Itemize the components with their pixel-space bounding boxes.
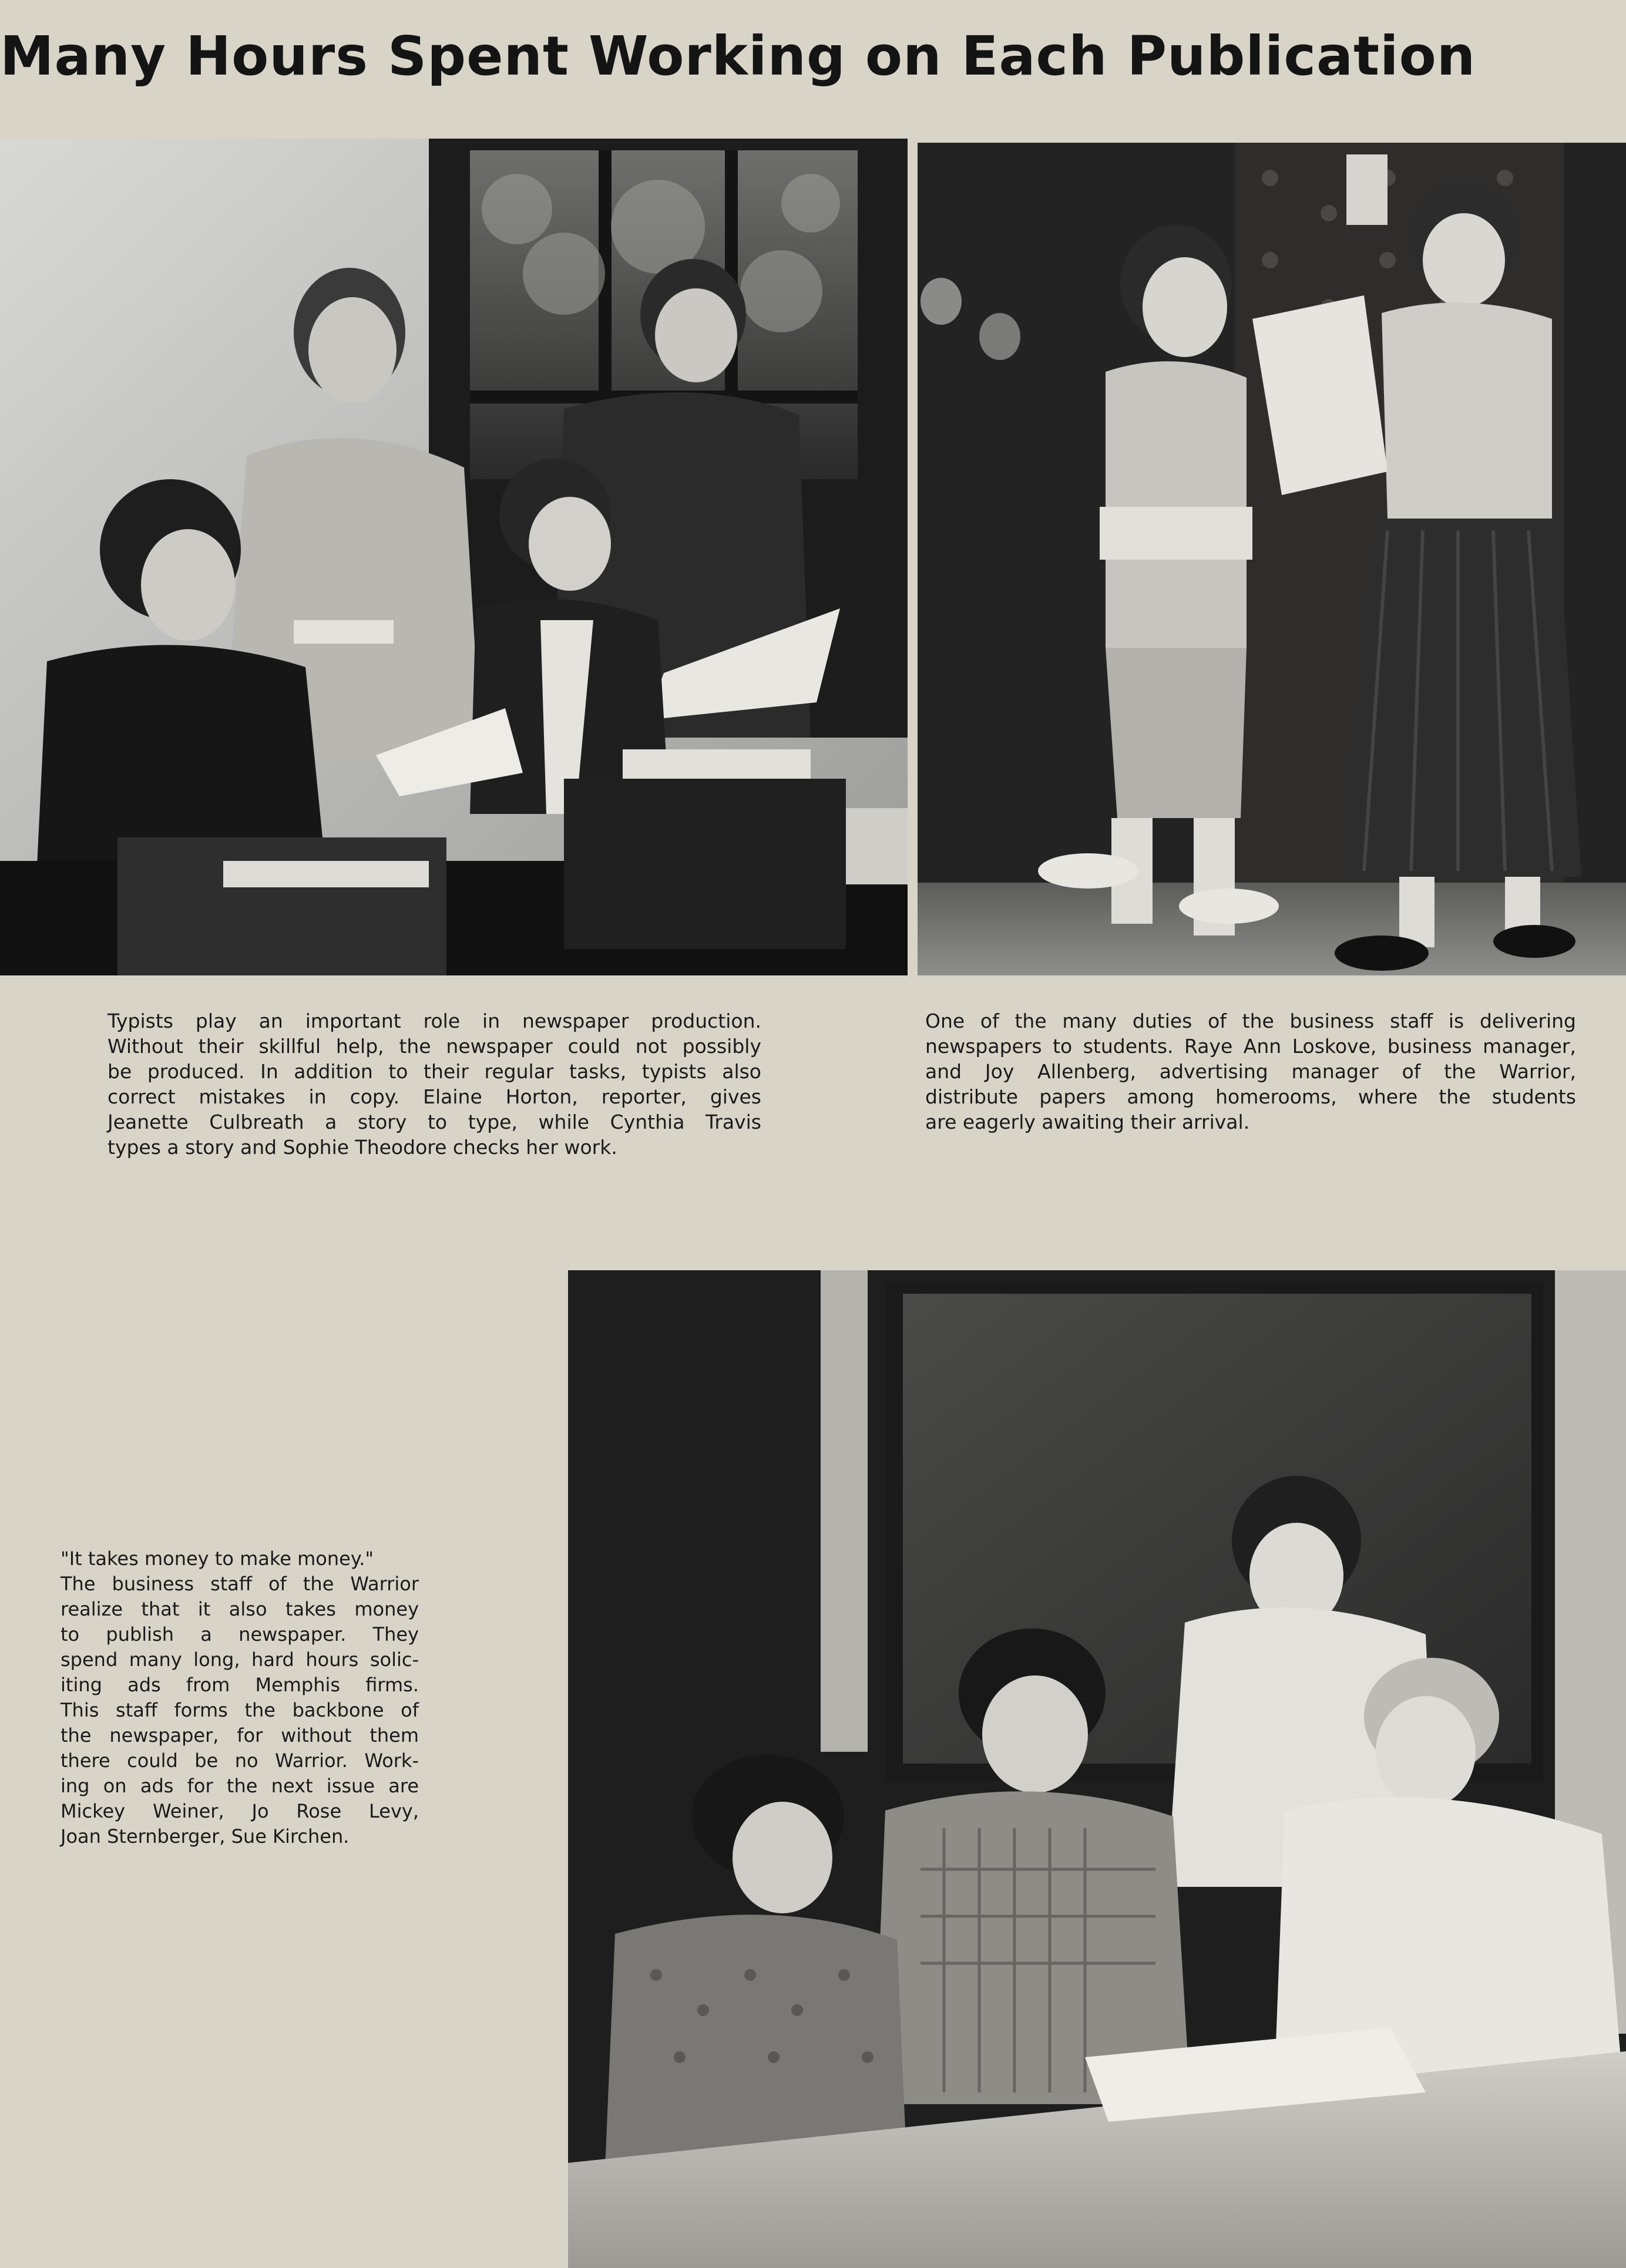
caption-line: ing on ads for the next issue are xyxy=(61,1775,419,1797)
caption-line: and Joy Allenberg, advertising manager of the Warrior, xyxy=(925,1060,1576,1083)
caption-line: realize that it also takes money xyxy=(61,1598,419,1620)
caption-line: iting ads from Memphis firms. xyxy=(61,1674,419,1696)
page-title: Many Hours Spent Working on Each Publication xyxy=(0,25,1476,88)
caption-line: Without their skillful help, the newspaper could not possibly xyxy=(107,1035,761,1058)
caption-line: Typists play an important role in newspaper production. xyxy=(107,1010,761,1032)
business-staff-delivering-photo xyxy=(918,143,1626,975)
ads-photo-graphic xyxy=(568,1270,1626,2268)
ads-caption xyxy=(61,1546,419,1849)
typists-caption xyxy=(107,1008,761,1160)
caption-line: spend many long, hard hours solic- xyxy=(61,1648,419,1671)
caption-line: be produced. In addition to their regular tasks, typists also xyxy=(107,1060,761,1083)
typists-photo xyxy=(0,139,908,975)
business-staff-ads-photo xyxy=(568,1270,1626,2268)
delivering-caption xyxy=(925,1008,1576,1135)
caption-line: The business staff of the Warrior xyxy=(61,1573,419,1595)
caption-line: distribute papers among homerooms, where the students xyxy=(925,1085,1576,1108)
caption-line: correct mistakes in copy. Elaine Horton, reporter, gives xyxy=(107,1085,761,1108)
caption-line: Joan Sternberger, Sue Kirchen. xyxy=(61,1825,350,1848)
caption-line: to publish a newspaper. They xyxy=(61,1623,419,1646)
caption-line: the newspaper, for without them xyxy=(61,1724,419,1747)
caption-line: newspapers to students. Raye Ann Loskove, business manager, xyxy=(925,1035,1576,1058)
typists-photo-graphic xyxy=(0,139,908,975)
caption-line: Mickey Weiner, Jo Rose Levy, xyxy=(61,1800,419,1822)
caption-line: One of the many duties of the business staff is delivering xyxy=(925,1010,1576,1032)
caption-line: This staff forms the backbone of xyxy=(61,1699,419,1721)
caption-line: types a story and Sophie Theodore checks her work. xyxy=(107,1136,617,1159)
caption-line: there could be no Warrior. Work- xyxy=(61,1749,419,1772)
delivering-photo-graphic xyxy=(918,143,1626,975)
caption-line: "It takes money to make money." xyxy=(61,1547,374,1570)
caption-line: are eagerly awaiting their arrival. xyxy=(925,1111,1250,1133)
caption-line: Jeanette Culbreath a story to type, while Cynthia Travis xyxy=(107,1111,761,1133)
